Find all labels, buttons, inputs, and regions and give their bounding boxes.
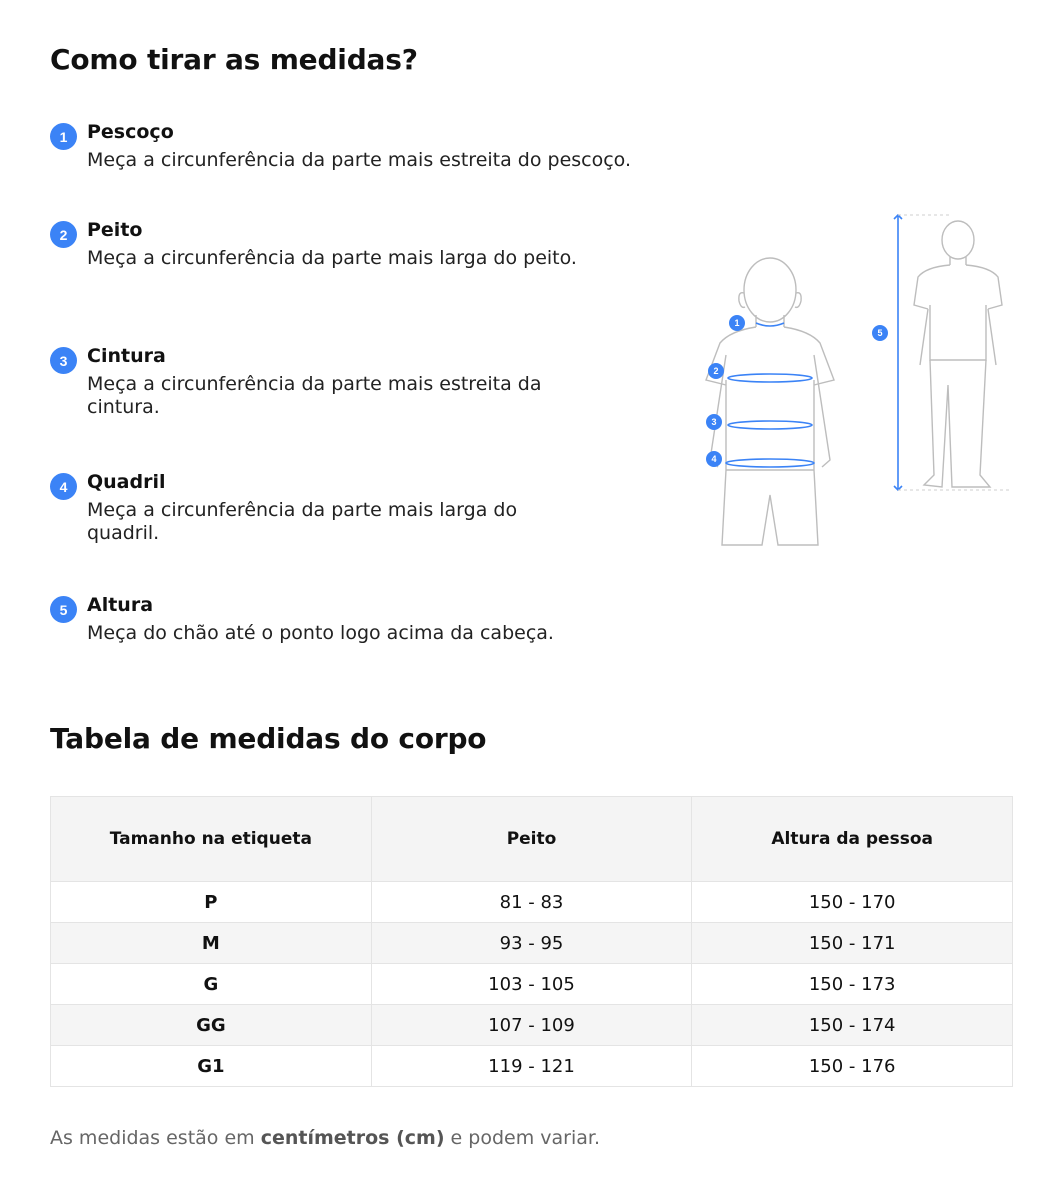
step-number-badge: 4 — [50, 473, 77, 500]
side-figure — [914, 221, 1002, 487]
cell-height: 150 - 174 — [692, 1005, 1013, 1046]
marker-2-label: 2 — [713, 366, 719, 376]
step-description: Meça a circunferência da parte mais larga do quadril. — [87, 499, 518, 544]
table-row — [51, 882, 1013, 923]
marker-1-label: 1 — [734, 318, 740, 328]
cell-height: 150 - 171 — [692, 923, 1013, 964]
section-title-how-to-measure: Como tirar as medidas? — [50, 43, 418, 76]
cell-height: 150 - 176 — [692, 1046, 1013, 1087]
step-description: Meça a circunferência da parte mais larga do peito. — [87, 247, 577, 269]
step-description: Meça a circunferência da parte mais estreita da cintura. — [87, 373, 542, 418]
table-row — [51, 1046, 1013, 1087]
cell-size: M — [51, 923, 372, 964]
marker-5-label: 5 — [877, 328, 883, 338]
header-size-label: Tamanho na etiqueta — [51, 797, 372, 882]
step-number-badge: 5 — [50, 596, 77, 623]
cell-height: 150 - 173 — [692, 964, 1013, 1005]
header-chest: Peito — [371, 797, 692, 882]
footnote-units-bold: centímetros (cm) — [260, 1127, 445, 1149]
step-name: Peito — [87, 219, 143, 241]
step-number-badge: 2 — [50, 221, 77, 248]
table-row — [51, 923, 1013, 964]
step-description: Meça a circunferência da parte mais estreita do pescoço. — [87, 149, 632, 171]
table-row — [51, 964, 1013, 1005]
front-figure — [706, 258, 834, 545]
measurement-illustration — [690, 205, 1020, 555]
marker-4-label: 4 — [711, 454, 717, 464]
header-height: Altura da pessoa — [692, 797, 1013, 882]
cell-height: 150 - 170 — [692, 882, 1013, 923]
cell-size: G1 — [51, 1046, 372, 1087]
step-name: Altura — [87, 594, 154, 616]
footnote-text-after: e podem variar. — [444, 1127, 600, 1149]
cell-size: GG — [51, 1005, 372, 1046]
footnote-units — [50, 1127, 600, 1149]
cell-chest: 93 - 95 — [371, 923, 692, 964]
cell-chest: 103 - 105 — [371, 964, 692, 1005]
size-table — [50, 796, 1013, 1087]
step-name: Pescoço — [87, 121, 174, 143]
step-description: Meça do chão até o ponto logo acima da cabeça. — [87, 622, 554, 644]
step-name: Cintura — [87, 345, 166, 367]
section-title-size-table: Tabela de medidas do corpo — [50, 722, 487, 755]
height-guides — [898, 215, 1010, 490]
cell-chest: 107 - 109 — [371, 1005, 692, 1046]
step-name: Quadril — [87, 471, 166, 493]
footnote-text-before: As medidas estão em — [50, 1127, 261, 1149]
cell-chest: 81 - 83 — [371, 882, 692, 923]
table-header-row — [51, 797, 1013, 882]
marker-3-label: 3 — [711, 417, 717, 427]
table-row — [51, 1005, 1013, 1046]
step-number-badge: 1 — [50, 123, 77, 150]
marker-badges — [706, 315, 888, 467]
step-number-badge: 3 — [50, 347, 77, 374]
cell-size: G — [51, 964, 372, 1005]
cell-chest: 119 - 121 — [371, 1046, 692, 1087]
cell-size: P — [51, 882, 372, 923]
